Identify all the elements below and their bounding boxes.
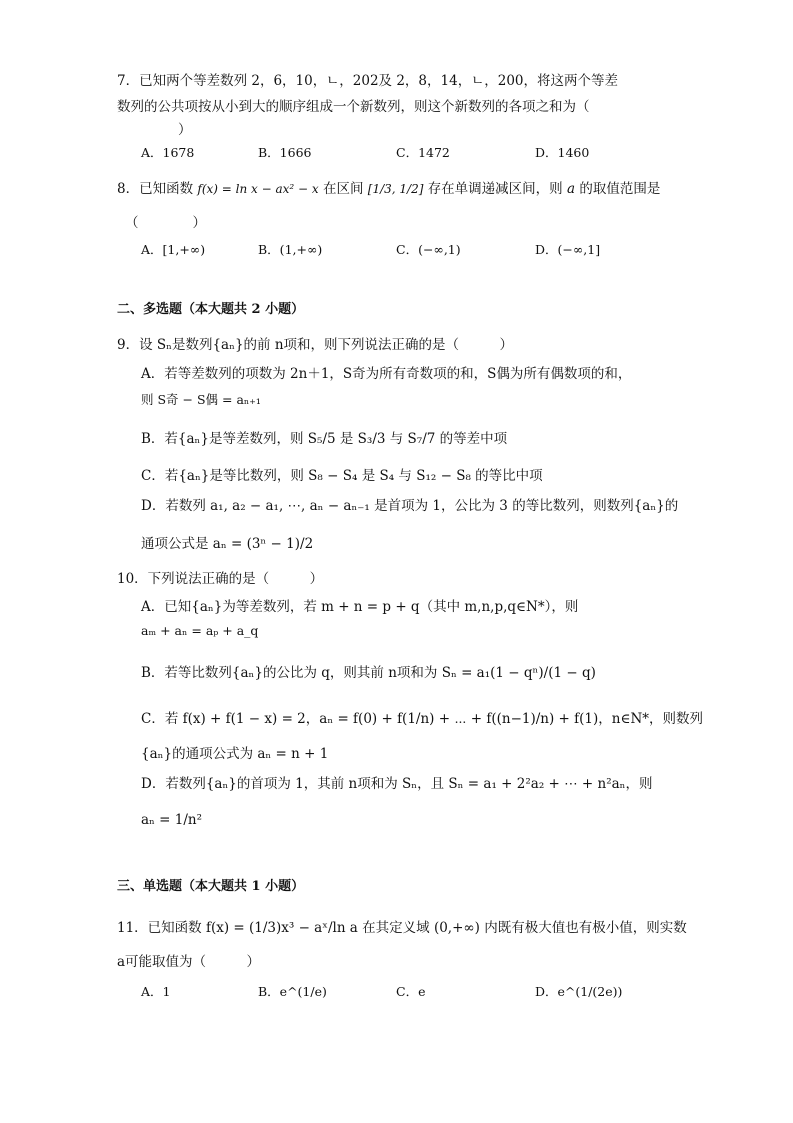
q7-line1: 7．已知两个等差数列 2，6，10，ㄴ，202及 2，8，14，ㄴ，200，将这两个等差 — [117, 73, 619, 89]
q11-option-c: C．e — [396, 984, 426, 999]
q8-middle: 在区间 — [322, 181, 364, 197]
q8-suffix2: 的取值范围是 — [579, 181, 661, 197]
q11-option-a: A．1 — [141, 984, 171, 999]
q11-line1: 11．已知函数 f(x) = (1/3)x³ − aˣ/ln a 在其定义域 (0,+∞) 内既有极大值也有极小值，则实数 — [117, 920, 687, 936]
q7-line3: ） — [178, 122, 192, 138]
section-2-heading: 二、多选题（本大题共 2 小题） — [117, 302, 305, 317]
q8-prefix: 8．已知函数 — [117, 181, 194, 197]
q8-option-c: C．(−∞,1) — [396, 242, 461, 257]
q9-option-d-line2: 通项公式是 aₙ = (3ⁿ − 1)/2 — [141, 536, 314, 552]
q8-suffix: 存在单调递减区间，则 — [427, 181, 563, 197]
q9-option-b: B．若{aₙ}是等差数列，则 S₅/5 是 S₃/3 与 S₇/7 的等差中项 — [141, 431, 508, 447]
q8-option-b: B．(1,+∞) — [258, 242, 323, 257]
q8-interval: [1/3, 1/2] — [367, 182, 424, 196]
q11-option-d: D．e^(1/(2e)) — [535, 984, 623, 999]
q8-var: a — [566, 181, 576, 197]
q11-line2: a可能取值为（ ） — [117, 954, 261, 970]
q9-option-c: C．若{aₙ}是等比数列，则 S₈ − S₄ 是 S₄ 与 S₁₂ − S₈ 的等比中项 — [141, 468, 543, 484]
q10-option-d-line2: aₙ = 1/n² — [141, 812, 203, 828]
q7-option-b: B．1666 — [258, 145, 312, 160]
q10-option-c-line1: C．若 f(x) + f(1 − x) = 2，aₙ = f(0) + f(1/n) + ⋯ + f((n−1)/n) + f(1)，n∈N*，则数列 — [141, 711, 704, 727]
q9-option-a-line2: 则 S奇 − S偶 = aₙ₊₁ — [141, 392, 261, 407]
q10-option-a-line1: A．已知{aₙ}为等差数列，若 m + n = p + q（其中 m,n,p,q∈N*），则 — [141, 599, 579, 615]
q8-option-a: A．[1,+∞) — [141, 242, 206, 257]
q10-option-b: B．若等比数列{aₙ}的公比为 q，则其前 n项和为 Sₙ = a₁(1 − qⁿ)/(1 − q) — [141, 665, 596, 681]
q10-option-d-line1: D．若数列{aₙ}的首项为 1，其前 n项和为 Sₙ，且 Sₙ = a₁ + 2²a₂ + ⋯ + n²aₙ，则 — [141, 776, 653, 792]
q7-option-d: D．1460 — [535, 145, 590, 160]
q8-function: f(x) = ln x − ax² − x — [197, 182, 319, 196]
section-3-heading: 三、单选题（本大题共 1 小题） — [117, 879, 305, 894]
q8-stem — [117, 177, 660, 197]
q11-option-b: B．e^(1/e) — [258, 984, 327, 999]
q10-stem: 10．下列说法正确的是（ ） — [117, 571, 324, 587]
q9-stem: 9．设 Sₙ是数列{aₙ}的前 n项和，则下列说法正确的是（ ） — [117, 337, 514, 353]
q10-option-a-line2: aₘ + aₙ = aₚ + a_q — [141, 623, 259, 638]
q7-option-c: C．1472 — [396, 145, 450, 160]
q8-option-d: D．(−∞,1] — [535, 242, 601, 257]
q8-line2: （ ） — [125, 215, 206, 231]
q7-option-a: A．1678 — [141, 145, 195, 160]
q7-line2: 数列的公共项按从小到大的顺序组成一个新数列，则这个新数列的各项之和为（ — [117, 99, 590, 115]
q9-option-d-line1: D．若数列 a₁, a₂ − a₁, ⋯, aₙ − aₙ₋₁ 是首项为 1，公比为 3 的等比数列，则数列{aₙ}的 — [141, 498, 679, 514]
q10-option-c-line2: {aₙ}的通项公式为 aₙ = n + 1 — [141, 746, 329, 762]
q9-option-a-line1: A．若等差数列的项数为 2n＋1，S奇为所有奇数项的和，S偶为所有偶数项的和， — [141, 366, 632, 382]
